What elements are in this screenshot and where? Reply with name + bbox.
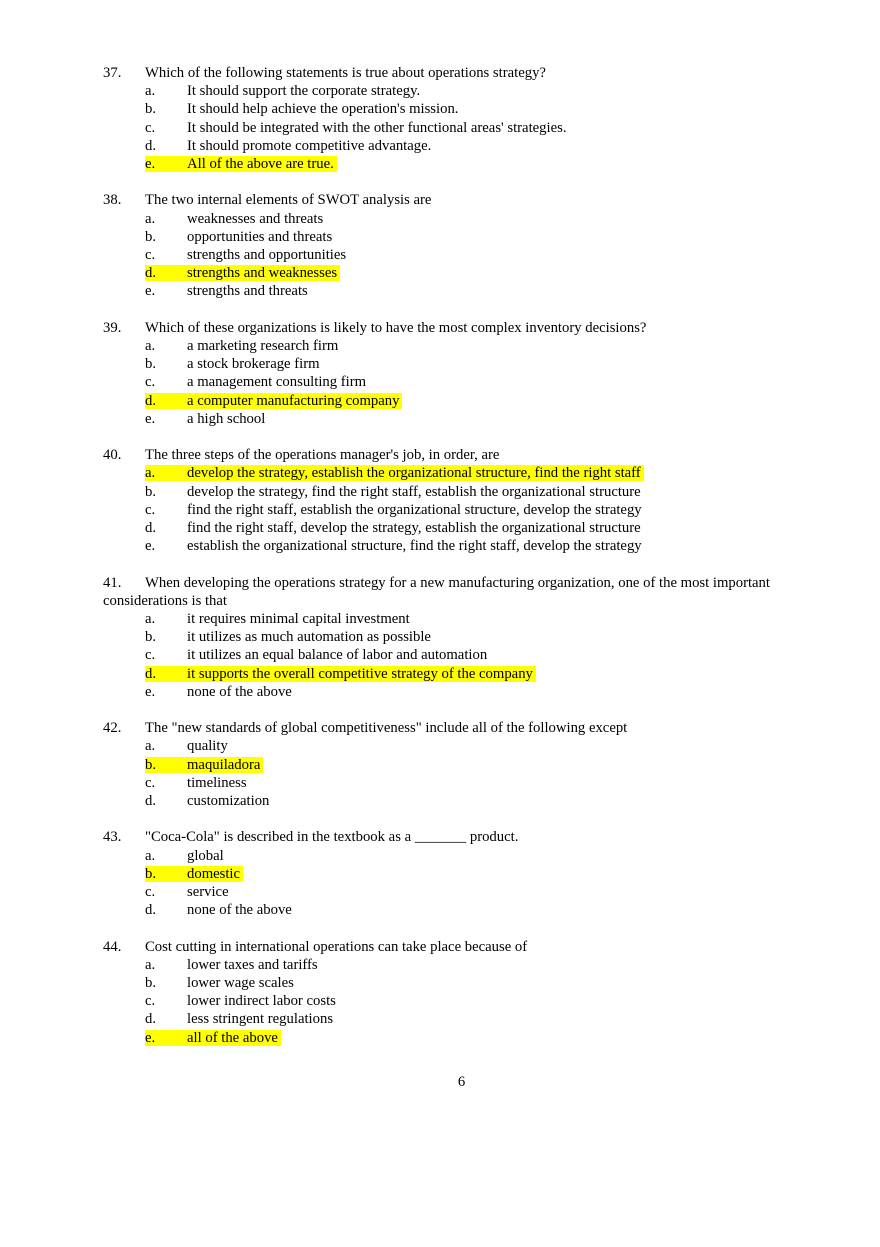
option-text: strengths and opportunities bbox=[187, 247, 347, 264]
option-letter: e. bbox=[145, 283, 156, 300]
option-wrap bbox=[145, 1030, 281, 1046]
option-wrap bbox=[145, 83, 420, 99]
option-text: a computer manufacturing company bbox=[187, 392, 400, 409]
option-row-highlighted bbox=[145, 1029, 820, 1047]
option-letter: b. bbox=[145, 483, 157, 500]
option-text: It should be integrated with the other functional areas' strategies. bbox=[187, 119, 567, 136]
option-letter: b. bbox=[145, 356, 157, 373]
option-wrap bbox=[145, 101, 458, 117]
option-letter: a. bbox=[145, 338, 156, 355]
option-letter: d. bbox=[145, 137, 157, 154]
options-list bbox=[145, 737, 820, 810]
option-row bbox=[145, 210, 820, 228]
option-letter: b. bbox=[145, 228, 157, 245]
option-letter: b. bbox=[145, 629, 157, 646]
option-letter: a. bbox=[145, 83, 156, 100]
option-wrap bbox=[145, 247, 346, 263]
option-text: lower indirect labor costs bbox=[187, 993, 336, 1010]
option-wrap bbox=[145, 374, 366, 390]
option-letter: b. bbox=[145, 101, 157, 118]
option-letter: b. bbox=[145, 756, 157, 773]
option-text: a marketing research firm bbox=[187, 338, 339, 355]
option-letter: c. bbox=[145, 647, 156, 664]
question-text: Which of these organizations is likely to have the most complex inventory decisions? bbox=[145, 319, 647, 336]
options-list bbox=[145, 210, 820, 301]
option-text: all of the above bbox=[187, 1029, 278, 1046]
option-text: global bbox=[187, 847, 224, 864]
option-row bbox=[145, 483, 820, 501]
option-text: develop the strategy, find the right staff, establish the organizational structure bbox=[187, 483, 641, 500]
option-letter: c. bbox=[145, 774, 156, 791]
option-text: timeliness bbox=[187, 774, 247, 791]
option-row bbox=[145, 537, 820, 555]
options-list bbox=[145, 847, 820, 920]
option-text: quality bbox=[187, 738, 228, 755]
option-row-highlighted bbox=[145, 392, 820, 410]
option-row bbox=[145, 337, 820, 355]
option-text: it supports the overall competitive strategy of the company bbox=[187, 665, 533, 682]
question-41 bbox=[103, 574, 820, 701]
option-wrap bbox=[145, 265, 340, 281]
option-letter: d. bbox=[145, 665, 157, 682]
option-letter: d. bbox=[145, 902, 157, 919]
option-letter: e. bbox=[145, 1029, 156, 1046]
question-44 bbox=[103, 938, 820, 1047]
option-text: lower taxes and tariffs bbox=[187, 956, 318, 973]
option-row bbox=[145, 956, 820, 974]
option-row bbox=[145, 901, 820, 919]
option-wrap bbox=[145, 138, 431, 154]
option-wrap bbox=[145, 738, 228, 754]
option-row bbox=[145, 373, 820, 391]
option-wrap bbox=[145, 120, 567, 136]
option-wrap bbox=[145, 757, 263, 773]
option-text: it utilizes as much automation as possible bbox=[187, 629, 431, 646]
question-42 bbox=[103, 719, 820, 810]
question-stem bbox=[103, 828, 820, 846]
option-wrap bbox=[145, 884, 229, 900]
option-row bbox=[145, 100, 820, 118]
option-row-highlighted bbox=[145, 464, 820, 482]
option-text: find the right staff, establish the organizational structure, develop the strategy bbox=[187, 501, 642, 518]
question-text: The two internal elements of SWOT analysis are bbox=[145, 192, 432, 209]
options-list bbox=[145, 82, 820, 173]
option-text: domestic bbox=[187, 865, 241, 882]
option-wrap bbox=[145, 411, 265, 427]
option-wrap bbox=[145, 775, 247, 791]
options-list bbox=[145, 610, 820, 701]
question-stem bbox=[103, 719, 820, 737]
options-list bbox=[145, 337, 820, 428]
option-text: It should help achieve the operation's mission. bbox=[187, 101, 459, 118]
question-number: 43. bbox=[103, 829, 122, 846]
option-row-highlighted bbox=[145, 665, 820, 683]
option-row bbox=[145, 228, 820, 246]
option-row bbox=[145, 501, 820, 519]
option-row bbox=[145, 137, 820, 155]
question-stem bbox=[103, 938, 820, 956]
option-letter: d. bbox=[145, 265, 157, 282]
option-letter: c. bbox=[145, 119, 156, 136]
question-stem bbox=[103, 191, 820, 209]
option-letter: b. bbox=[145, 865, 157, 882]
option-row bbox=[145, 282, 820, 300]
question-37 bbox=[103, 64, 820, 173]
option-letter: a. bbox=[145, 465, 156, 482]
option-wrap bbox=[145, 647, 487, 663]
option-wrap bbox=[145, 611, 410, 627]
option-row bbox=[145, 519, 820, 537]
option-letter: d. bbox=[145, 1011, 157, 1028]
option-letter: d. bbox=[145, 520, 157, 537]
option-text: It should promote competitive advantage. bbox=[187, 137, 432, 154]
option-wrap bbox=[145, 957, 318, 973]
option-row bbox=[145, 355, 820, 373]
question-text: "Coca-Cola" is described in the textbook as a _______ product. bbox=[145, 829, 519, 846]
option-text: less stringent regulations bbox=[187, 1011, 334, 1028]
option-wrap bbox=[145, 848, 224, 864]
option-letter: a. bbox=[145, 738, 156, 755]
option-row bbox=[145, 246, 820, 264]
question-stem bbox=[103, 574, 820, 610]
option-row bbox=[145, 683, 820, 701]
option-row bbox=[145, 410, 820, 428]
option-wrap bbox=[145, 538, 642, 554]
option-letter: c. bbox=[145, 993, 156, 1010]
option-letter: a. bbox=[145, 956, 156, 973]
question-number: 37. bbox=[103, 65, 122, 81]
option-wrap bbox=[145, 229, 332, 245]
option-text: It should support the corporate strategy. bbox=[187, 83, 421, 100]
question-text: The "new standards of global competitiveness" include all of the following except bbox=[145, 720, 628, 737]
question-number: 41. bbox=[103, 574, 122, 591]
option-text: establish the organizational structure, find the right staff, develop the strategy bbox=[187, 538, 642, 555]
option-row bbox=[145, 628, 820, 646]
option-letter: d. bbox=[145, 793, 157, 810]
question-number: 39. bbox=[103, 319, 122, 336]
option-row bbox=[145, 1010, 820, 1028]
option-wrap bbox=[145, 793, 269, 809]
question-38 bbox=[103, 191, 820, 300]
option-text: it requires minimal capital investment bbox=[187, 611, 410, 628]
option-row bbox=[145, 992, 820, 1010]
question-number: 38. bbox=[103, 192, 122, 209]
question-text: Which of the following statements is true about operations strategy? bbox=[145, 65, 546, 81]
question-text: Cost cutting in international operations can take place because of bbox=[145, 938, 528, 955]
question-39 bbox=[103, 319, 820, 428]
option-wrap bbox=[145, 1011, 333, 1027]
option-row-highlighted bbox=[145, 264, 820, 282]
option-row bbox=[145, 737, 820, 755]
option-row bbox=[145, 610, 820, 628]
option-wrap bbox=[145, 993, 336, 1009]
option-text: customization bbox=[187, 793, 270, 810]
option-row bbox=[145, 974, 820, 992]
option-letter: d. bbox=[145, 392, 157, 409]
option-wrap bbox=[145, 156, 337, 172]
option-wrap bbox=[145, 465, 644, 481]
option-text: a management consulting firm bbox=[187, 374, 367, 391]
question-stem bbox=[103, 64, 820, 82]
option-row bbox=[145, 847, 820, 865]
option-text: service bbox=[187, 884, 229, 901]
option-letter: b. bbox=[145, 975, 157, 992]
question-40 bbox=[103, 446, 820, 555]
question-number: 42. bbox=[103, 720, 122, 737]
option-text: develop the strategy, establish the organizational structure, find the right staff bbox=[187, 465, 641, 482]
option-letter: c. bbox=[145, 247, 156, 264]
option-letter: a. bbox=[145, 210, 156, 227]
option-text: weaknesses and threats bbox=[187, 210, 324, 227]
option-wrap bbox=[145, 975, 294, 991]
option-wrap bbox=[145, 902, 292, 918]
option-letter: c. bbox=[145, 501, 156, 518]
option-wrap bbox=[145, 866, 243, 882]
option-wrap bbox=[145, 666, 536, 682]
question-stem bbox=[103, 446, 820, 464]
option-text: lower wage scales bbox=[187, 975, 294, 992]
page-number: 6 bbox=[457, 1073, 466, 1090]
option-text: find the right staff, develop the strategy, establish the organizational structure bbox=[187, 520, 641, 537]
option-text: a high school bbox=[187, 410, 266, 427]
option-row bbox=[145, 646, 820, 664]
option-wrap bbox=[145, 502, 642, 518]
question-text: When developing the operations strategy for a new manufacturing organization, one of the most important considerations is that bbox=[103, 574, 770, 609]
option-wrap bbox=[145, 629, 431, 645]
option-text: All of the above are true. bbox=[187, 156, 334, 173]
option-row bbox=[145, 82, 820, 100]
option-letter: e. bbox=[145, 156, 156, 173]
question-stem bbox=[103, 319, 820, 337]
option-wrap bbox=[145, 283, 308, 299]
option-letter: e. bbox=[145, 683, 156, 700]
option-row-highlighted bbox=[145, 756, 820, 774]
option-text: maquiladora bbox=[187, 756, 261, 773]
question-number: 40. bbox=[103, 447, 122, 464]
options-list bbox=[145, 956, 820, 1047]
option-text: strengths and threats bbox=[187, 283, 308, 300]
option-text: opportunities and threats bbox=[187, 228, 333, 245]
question-number: 44. bbox=[103, 938, 122, 955]
option-letter: c. bbox=[145, 374, 156, 391]
option-row bbox=[145, 792, 820, 810]
option-letter: a. bbox=[145, 847, 156, 864]
option-letter: c. bbox=[145, 884, 156, 901]
option-text: none of the above bbox=[187, 902, 292, 919]
option-wrap bbox=[145, 393, 402, 409]
option-text: none of the above bbox=[187, 683, 292, 700]
option-row bbox=[145, 883, 820, 901]
option-row-highlighted bbox=[145, 155, 820, 173]
option-wrap bbox=[145, 484, 641, 500]
question-text: The three steps of the operations manager's job, in order, are bbox=[145, 447, 500, 464]
option-text: a stock brokerage firm bbox=[187, 356, 320, 373]
option-letter: a. bbox=[145, 611, 156, 628]
option-row bbox=[145, 119, 820, 137]
option-wrap bbox=[145, 211, 323, 227]
question-43 bbox=[103, 828, 820, 919]
option-row bbox=[145, 774, 820, 792]
option-text: strengths and weaknesses bbox=[187, 265, 338, 282]
option-letter: e. bbox=[145, 538, 156, 555]
option-row-highlighted bbox=[145, 865, 820, 883]
option-text: it utilizes an equal balance of labor and automation bbox=[187, 647, 488, 664]
option-wrap bbox=[145, 356, 320, 372]
option-wrap bbox=[145, 684, 292, 700]
option-letter: e. bbox=[145, 410, 156, 427]
option-wrap bbox=[145, 520, 641, 536]
option-wrap bbox=[145, 338, 338, 354]
options-list bbox=[145, 464, 820, 555]
